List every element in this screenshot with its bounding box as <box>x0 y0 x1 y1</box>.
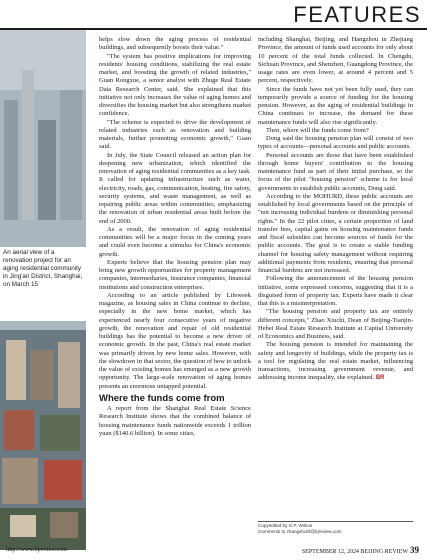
photo-caption <box>0 247 86 321</box>
footer-url[interactable]: http://www.bjreview.com <box>6 547 67 553</box>
copyeditor-line: Copyedited by G.P. Wilson <box>258 523 313 528</box>
page-number: 39 <box>410 545 419 555</box>
copyright-block <box>258 523 413 535</box>
article-column-2 <box>258 36 413 383</box>
footer-date: SEPTEMBER 12, 2024 BEIJING REVIEW <box>301 549 408 555</box>
paragraph: "The system has positive implications for improving residents' housing conditions, stabilizing the real estate market, and boosting the growth of related industries," Guan Rongxue, a senior analyst with Zhuge Real Estate Data Research Center, said. She explained that this initiative not only increases the value of aging homes and diversifies the housing market but also strengthens market confidence. <box>99 52 251 118</box>
paragraph: helps slow down the aging process of residential buildings, and subsequently boosts their value." <box>99 36 251 52</box>
paragraph: Following the announcement of the housing pension initiative, some expressed concerns, suggesting that it is a disguised form of property tax. Experts have made it clear that this is a misinterpretation. <box>258 275 413 307</box>
footer-publication <box>302 545 419 555</box>
section-subhead: Where the funds come from <box>99 392 225 404</box>
paragraph: According to the MOHURD, these public accounts are established by local governments based on the principle of "not increasing individual burdens or diminishing personal rights." In the 22 pilot cities, a certain proportion of land transfer fees, capital gains on housing maintenance funds and fiscal subsidies can become sources of funds for the public accounts. The goal is to create a stable funding channel for housing safety management without requiring additional payments from residents, ensuring that personal financial burdens are not increased. <box>258 192 413 274</box>
paragraph: "The scheme is expected to drive the development of related industries such as renovation and building materials, further promoting economic growth," Guan said. <box>99 118 251 151</box>
paragraph: Personal accounts are those that have been established through home buyers' contribution to the housing maintenance fund as part of their initial purchase, so the focus of the pilot "housing pension" scheme is for local governments to establish public accounts, Dong said. <box>258 151 413 192</box>
paragraph: Then, where will the funds come from? <box>266 126 369 134</box>
paragraph: "The housing pension and property tax are entirely different concepts," Zhao Xiuchi, Dean of Beijing-Tianjin-Hebei Real Estate Research Institute at Capital University of Economics and Business, said. <box>258 308 413 340</box>
paragraph: Dong said the housing pension plan will consist of two types of accounts—personal accounts and public accounts. <box>258 135 413 151</box>
paragraph: Experts believe that the housing pension plan may bring new growth opportunities for property management companies, intermediaries, insurance companies, financial institutions and construction enterprises. <box>99 258 251 291</box>
paragraph: including Shanghai, Beijing, and Hangzhou in Zhejiang Province, the amount of funds used accounts for only about 10 percent of the total funds collected. In Chengdu, Sichuan Province, and Shenzhen, Guangdong Province, the usage rates are even lower, at around 4 percent and 5 percent, respectively. <box>258 36 413 85</box>
photo-caption-text: An aerial view of a renovation project for an aging residential community in Jing'an District, Shanghai, on March 15 <box>3 249 83 288</box>
last-paragraph-text: The housing pension is intended for maintaining the safety and longevity of buildings, while the property tax is a tool for regulating the real estate market, influencing transactions, increasing government revenue, and addressing income inequality, she explained. <box>258 341 413 382</box>
paragraph: Since the funds have not yet been fully used, they can temporarily provide a source of funding for the housing pension. However, as the aging of residential buildings in China continues to increase, the demand for these maintenance funds will also rise significantly. <box>258 85 413 126</box>
paragraph-last <box>258 341 413 382</box>
paragraph: In July, the State Council released an action plan for deepening new urbanization, which identified the renovation of aging residential communities as a key task. It called for updating infrastructure such as water, electricity, roads, gas, communication, heating, fire safety, security systems, and waste management, as well as repairing public areas within communities, emphasizing the renovation of urban residential areas built before the end of 2000. <box>99 151 251 225</box>
copyright-rule <box>258 521 413 522</box>
end-mark: BR <box>375 375 385 382</box>
paragraph: A report from the Shanghai Real Estate Science Research Institute shows that the combined balance of housing maintenance funds nationwide exceeds 1 trillion yuan ($140.6 billion). In some cities, <box>99 405 251 437</box>
comments-email[interactable]: Comments to zhangshuhf@bjreview.com <box>258 529 342 534</box>
section-title: FEATURES <box>293 2 421 27</box>
paragraph: As a result, the renovation of aging residential communities will be a major focus in the coming years and could even become a stimulus for China's economic growth. <box>99 225 251 258</box>
article-column-1 <box>99 36 251 438</box>
paragraph: According to an article published by Lifeweek magazine, as housing sales in China continue to decline, especially in the new home market, which has experienced nearly four consecutive years of negative growth, the renovation and repair of old residential buildings has the potential to become a new driver of economic growth. In the past, China's real estate market was primarily driven by new home sales. However, with the slowdown in that sector, the question of how to unlock the value of existing homes has emerged as a new growth opportunity. The large-scale renovation of aging homes presents an enormous untapped potential. <box>99 291 251 390</box>
